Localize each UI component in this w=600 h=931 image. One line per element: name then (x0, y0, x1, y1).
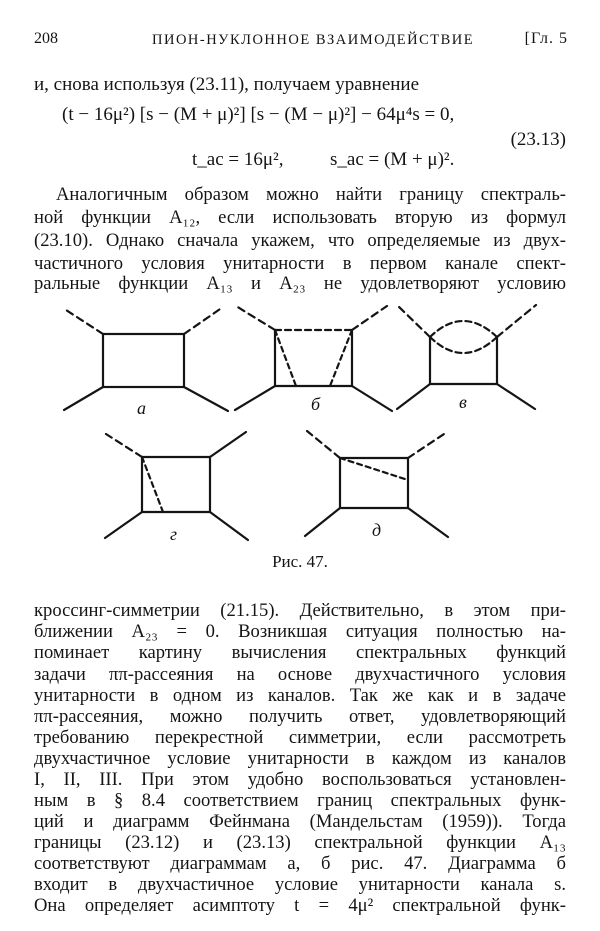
equation-tac: t_ac = 16μ², (192, 149, 284, 170)
diagram-label-d: д (372, 520, 382, 540)
paragraph-line: кроссинг-симметрии (21.15). Действительно, в этом при- (34, 600, 566, 621)
paragraph-line: задачи ππ-рассеяния на основе двухчастичного условия (34, 664, 566, 685)
paragraph-line: ной функции A₁₂, если использовать вторую из формул (34, 207, 566, 228)
chapter-marker: [Гл. 5 (524, 30, 568, 47)
paragraph-line: поминает картину вычисления спектральных функций (34, 642, 566, 663)
equation-main: (t − 16μ²) [s − (M + μ)²] [s − (M − μ)²] − 64μ⁴s = 0, (62, 104, 455, 125)
paragraph-line: двухчастичное условие унитарности в каждом из каналов (34, 748, 566, 769)
diagram-label-g: г (170, 524, 178, 544)
paragraph-line: унитарности в одном из каналов. Так же как и в задаче (34, 685, 566, 706)
feynman-diagrams-figure (0, 296, 600, 546)
diagram-label-a: а (137, 398, 146, 418)
paragraph-line: Аналогичным образом можно найти границу спектраль- (56, 184, 566, 205)
paragraph-line: требованию перекрестной симметрии, если рассмотреть (34, 727, 566, 748)
paragraph-line: (23.10). Однако сначала укажем, что определяемые из двух- (34, 230, 566, 251)
page-number: 208 (34, 30, 58, 47)
paragraph-line: ным в § 8.4 соответствием границ спектральных функ- (34, 790, 566, 811)
figure-caption: Рис. 47. (272, 552, 328, 571)
paragraph-line: Она определяет асимптоту t = 4μ² спектральной функ- (34, 895, 566, 916)
paragraph-line: границы (23.12) и (23.13) спектральной функции A₁₃ (34, 832, 566, 853)
running-header (34, 30, 568, 56)
paragraph-line: I, II, III. При этом удобно воспользоваться установлен- (34, 769, 566, 790)
intro-line: и, снова используя (23.11), получаем уравнение (34, 74, 420, 95)
paragraph-line: ππ-рассеяния, можно получить ответ, удовлетворяющий (34, 706, 566, 727)
diagram-label-b: б (311, 394, 321, 414)
running-title: ПИОН-НУКЛОННОЕ ВЗАИМОДЕЙСТВИЕ (152, 32, 475, 48)
paragraph-line: ций и диаграмм Фейнмана (Мандельстам (1959)). Тогда (34, 811, 566, 832)
diagram-label-v: в (459, 392, 467, 412)
equation-number: (23.13) (510, 129, 566, 150)
diagram-a (64, 307, 228, 411)
paragraph-line: ральные функции A₁₃ и A₂₃ не удовлетворяют условию (34, 273, 566, 294)
equation-sac: s_ac = (M + μ)². (330, 149, 455, 170)
paragraph-line: входит в двухчастичное условие унитарности канала s. (34, 874, 566, 895)
paragraph-line: соответствуют диаграммам а, б рис. 47. Диаграмма б (34, 853, 566, 874)
paragraph-line: ближении A₂₃ = 0. Возникшая ситуация полностью на- (34, 621, 566, 642)
paragraph-line: частичного условия унитарности в первом канале спект- (34, 253, 566, 274)
